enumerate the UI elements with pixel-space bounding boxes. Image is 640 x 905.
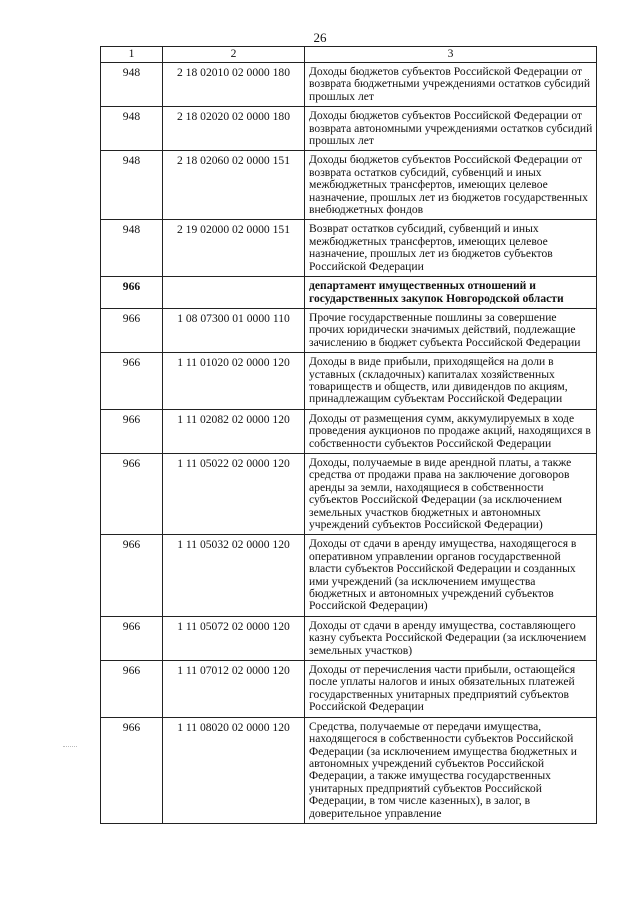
table-row bbox=[101, 661, 597, 718]
table-row bbox=[101, 220, 597, 277]
admin-code-cell: 966 bbox=[101, 453, 163, 534]
admin-code-cell: 948 bbox=[101, 63, 163, 107]
budget-code-cell: 1 08 07300 01 0000 110 bbox=[163, 308, 305, 352]
admin-code-cell: 966 bbox=[101, 616, 163, 660]
budget-code-cell: 1 11 05032 02 0000 120 bbox=[163, 535, 305, 616]
budget-code-cell: 2 18 02020 02 0000 180 bbox=[163, 107, 305, 151]
admin-code-cell: 948 bbox=[101, 107, 163, 151]
revenue-name-cell: Доходы бюджетов субъектов Российской Федерации от возврата бюджетными учреждениями остатков субсидий прошлых лет bbox=[305, 63, 597, 107]
revenue-name-cell: Доходы в виде прибыли, приходящейся на доли в уставных (складочных) капиталах хозяйственных товариществ и обществ, или дивидендов по акциям, принадлежащим субъектам Российской Федерации bbox=[305, 353, 597, 410]
revenue-name-cell: департамент имущественных отношений и государственных закупок Новгородской области bbox=[305, 277, 597, 309]
revenue-name-cell: Доходы от сдачи в аренду имущества, составляющего казну субъекта Российской Федерации (за исключением земельных участков) bbox=[305, 616, 597, 660]
budget-code-cell: 2 19 02000 02 0000 151 bbox=[163, 220, 305, 277]
revenue-name-cell: Доходы от перечисления части прибыли, остающейся после уплаты налогов и иных обязательных платежей государственных унитарных предприятий субъектов Российской Федерации bbox=[305, 661, 597, 718]
table-row bbox=[101, 717, 597, 823]
budget-code-cell: 2 18 02010 02 0000 180 bbox=[163, 63, 305, 107]
revenue-name-cell: Прочие государственные пошлины за совершение прочих юридически значимых действий, подлежащие зачислению в бюджет субъекта Российской Федерации bbox=[305, 308, 597, 352]
table-row bbox=[101, 107, 597, 151]
table-row bbox=[101, 616, 597, 660]
table-body bbox=[101, 63, 597, 824]
budget-code-cell: 1 11 08020 02 0000 120 bbox=[163, 717, 305, 823]
admin-code-cell: 948 bbox=[101, 151, 163, 220]
column-header-name: 3 bbox=[305, 47, 597, 63]
budget-code-cell: 1 11 07012 02 0000 120 bbox=[163, 661, 305, 718]
budget-code-cell bbox=[163, 277, 305, 309]
revenue-name-cell: Доходы от сдачи в аренду имущества, находящегося в оперативном управлении органов государственной власти субъектов Российской Федерации и созданных ими учреждений (за исключением имущества бюджетных и автономных учреждений субъектов Российской Федерации) bbox=[305, 535, 597, 616]
admin-code-cell: 966 bbox=[101, 409, 163, 453]
revenue-name-cell: Доходы, получаемые в виде арендной платы, а также средства от продажи права на заключение договоров аренды за земли, находящиеся в собственности субъектов Российской Федерации (за исключением земельных участков бюджетных и автономных учреждений субъектов Российской Федерации) bbox=[305, 453, 597, 534]
budget-code-cell: 1 11 02082 02 0000 120 bbox=[163, 409, 305, 453]
page-number: 26 bbox=[313, 30, 327, 45]
admin-code-cell: 966 bbox=[101, 308, 163, 352]
budget-code-cell: 2 18 02060 02 0000 151 bbox=[163, 151, 305, 220]
table-row bbox=[101, 308, 597, 352]
table-row bbox=[101, 453, 597, 534]
admin-code-cell: 948 bbox=[101, 220, 163, 277]
table-row bbox=[101, 151, 597, 220]
admin-code-cell: 966 bbox=[101, 717, 163, 823]
admin-code-cell: 966 bbox=[101, 353, 163, 410]
revenue-name-cell: Доходы бюджетов субъектов Российской Федерации от возврата автономными учреждениями остатков субсидий прошлых лет bbox=[305, 107, 597, 151]
scan-mark bbox=[63, 746, 77, 749]
budget-code-cell: 1 11 05072 02 0000 120 bbox=[163, 616, 305, 660]
budget-code-cell: 1 11 05022 02 0000 120 bbox=[163, 453, 305, 534]
column-header-admin: 1 bbox=[101, 47, 163, 63]
revenue-codes-table bbox=[100, 46, 597, 824]
revenue-name-cell: Доходы от размещения сумм, аккумулируемых в ходе проведения аукционов по продаже акций, находящихся в собственности субъектов Российской Федерации bbox=[305, 409, 597, 453]
table-row bbox=[101, 535, 597, 616]
table-row bbox=[101, 63, 597, 107]
column-header-code: 2 bbox=[163, 47, 305, 63]
section-header-row bbox=[101, 277, 597, 309]
table-row bbox=[101, 353, 597, 410]
admin-code-cell: 966 bbox=[101, 277, 163, 309]
header-row bbox=[101, 47, 597, 63]
revenue-name-cell: Доходы бюджетов субъектов Российской Федерации от возврата остатков субсидий, субвенций и иных межбюджетных трансфертов, имеющих целевое назначение, прошлых лет из бюджетов государственных внебюджетных фондов bbox=[305, 151, 597, 220]
budget-code-cell: 1 11 01020 02 0000 120 bbox=[163, 353, 305, 410]
admin-code-cell: 966 bbox=[101, 661, 163, 718]
revenue-name-cell: Средства, получаемые от передачи имущества, находящегося в собственности субъектов Российской Федерации (за исключением имущества бюджетных и автономных учреждений субъектов Российской Федерации, а также имущества государственных унитарных предприятий субъектов Российской Федерации, в том числе казенных), в залог, в доверительное управление bbox=[305, 717, 597, 823]
table-header bbox=[101, 47, 597, 63]
table-row bbox=[101, 409, 597, 453]
revenue-name-cell: Возврат остатков субсидий, субвенций и иных межбюджетных трансфертов, имеющих целевое назначение, прошлых лет из бюджетов субъектов Российской Федерации bbox=[305, 220, 597, 277]
admin-code-cell: 966 bbox=[101, 535, 163, 616]
